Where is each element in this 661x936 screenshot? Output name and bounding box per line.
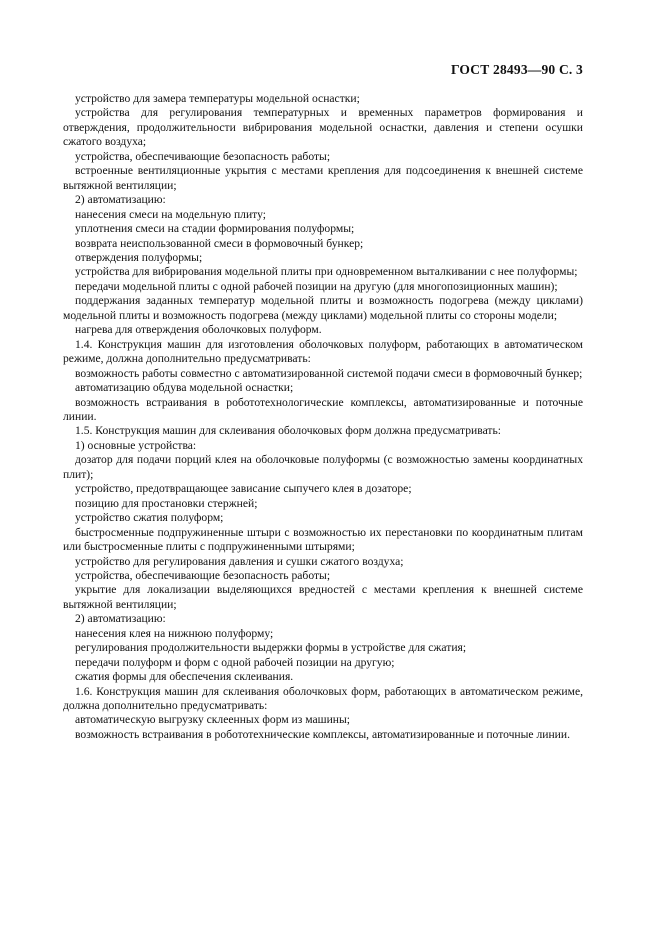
clause-1-6: 1.6. Конструкция машин для склеивания оболочковых форм, работающих в автоматическом режиме, должна дополнительно предусматривать: [63, 684, 583, 713]
paragraph: укрытие для локализации выделяющихся вредностей с местами крепления к внешней системе вытяжной вентиляции; [63, 583, 583, 611]
paragraph: устройство для замера температуры модельной оснастки; [75, 92, 360, 105]
paragraph: возможность встраивания в робототехнологические комплексы, автоматизированные и поточные линии. [63, 395, 583, 423]
paragraph: автоматическую выгрузку склеенных форм из машины; [75, 713, 350, 727]
paragraph: нанесения клея на нижнюю полуформу; [75, 626, 274, 640]
clause-1-4: 1.4. Конструкция машин для изготовления оболочковых полуформ, работающих в автоматическом режиме, должна дополнительно предусматривать: [63, 337, 583, 366]
paragraph: автоматизацию обдува модельной оснастки; [75, 381, 294, 395]
paragraph: нанесения смеси на модельную плиту; [75, 207, 266, 221]
paragraph: устройство для регулирования давления и сушки сжатого воздуха; [75, 554, 404, 568]
paragraph: устройства, обеспечивающие безопасность работы; [75, 149, 331, 163]
paragraph: уплотнения смеси на стадии формирования полуформы; [75, 222, 355, 236]
list-heading: 2) автоматизацию: [75, 193, 166, 207]
paragraph: возможность встраивания в робототехнические комплексы, автоматизированные и поточные линии. [75, 727, 570, 741]
paragraph: возврата неиспользованной смеси в формовочный бункер; [75, 236, 364, 250]
paragraph: поддержания заданных температур модельной плиты и возможность подогрева (между циклами) модельной плиты и возможность подогрева (между циклами) модельной плиты со стороны модели; [63, 294, 583, 322]
paragraph: устройства для регулирования температурных и временных параметров формирования и отверждения, продолжительности вибрирования модельной оснастки, давления и степени осушки сжатого воздуха; [63, 106, 583, 149]
paragraph: дозатор для подачи порций клея на оболочковые полуформы (с возможностью замены координатных плит); [63, 453, 583, 481]
paragraph: устройство, предотвращающее зависание сыпучего клея в дозаторе; [75, 482, 412, 496]
paragraph: отверждения полуформы; [75, 250, 203, 264]
paragraph: устройства для вибрирования модельной плиты при одновременном выталкивании с нее полуформы; [75, 265, 578, 279]
paragraph: передачи модельной плиты с одной рабочей позиции на другую (для многопозиционных машин); [75, 279, 558, 293]
list-heading: 2) автоматизацию: [75, 612, 166, 626]
paragraph: позицию для простановки стержней; [75, 496, 258, 510]
paragraph: быстросменные подпружиненные штыри с возможностью их перестановки по координатным плитам или быстросменные плиты с подпружиненными штырями; [63, 525, 583, 554]
page-header: ГОСТ 28493—90 С. 3 [450, 62, 583, 77]
paragraph: нагрева для отверждения оболочковых полуформ. [75, 323, 322, 337]
paragraph: сжатия формы для обеспечения склеивания. [75, 670, 294, 684]
paragraph: устройство сжатия полуформ; [75, 511, 224, 525]
paragraph: возможность работы совместно с автоматизированной системой подачи смеси в формовочный бункер; [75, 366, 583, 380]
document-body [63, 92, 583, 742]
paragraph: передачи полуформ и форм с одной рабочей позиции на другую; [75, 655, 395, 669]
list-heading: 1) основные устройства: [75, 438, 197, 452]
paragraph: регулирования продолжительности выдержки формы в устройстве для сжатия; [75, 641, 467, 655]
paragraph: устройства, обеспечивающие безопасность работы; [75, 568, 331, 582]
clause-1-5: 1.5. Конструкция машин для склеивания оболочковых форм должна предусматривать: [75, 424, 501, 438]
paragraph: встроенные вентиляционные укрытия с местами крепления для подсоединения к внешней системе вытяжной вентиляции; [63, 164, 583, 192]
